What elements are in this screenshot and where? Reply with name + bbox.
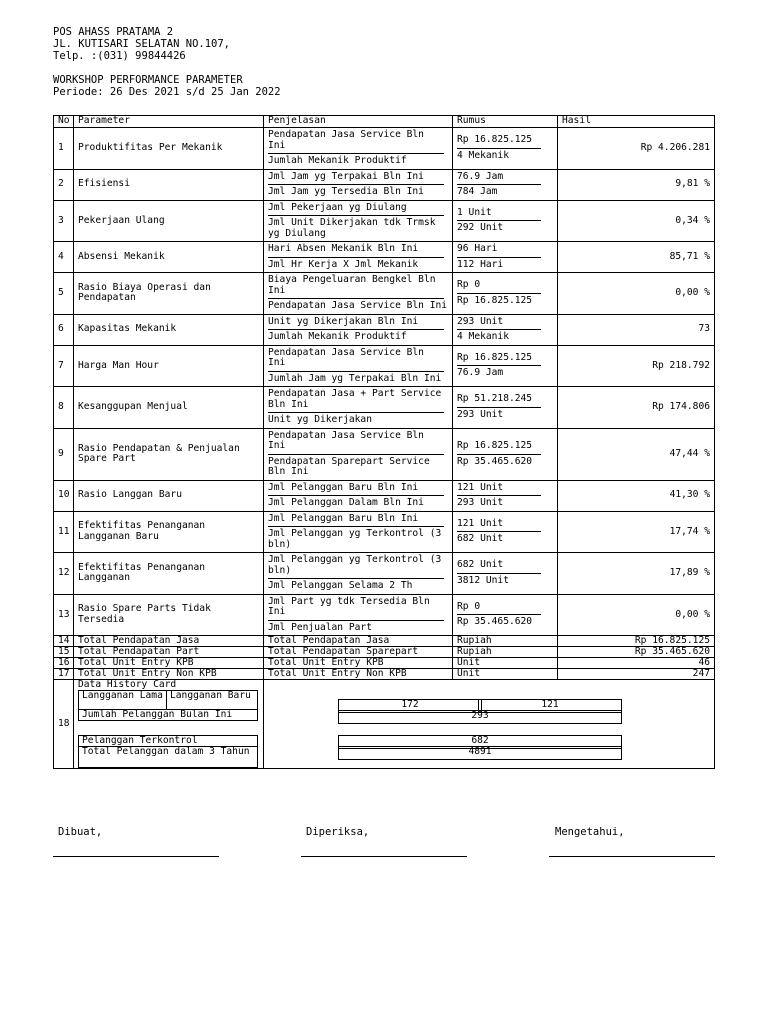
rumus-denominator: 682 Unit xyxy=(457,533,504,545)
row-penjelasan xyxy=(264,242,453,273)
rumus-denominator: 293 Unit xyxy=(457,497,504,508)
row-parameter: Produktifitas Per Mekanik xyxy=(74,128,264,170)
rumus-numerator: 293 Unit xyxy=(457,315,541,331)
col-header-parameter: Parameter xyxy=(74,116,264,128)
row-no: 13 xyxy=(54,594,74,636)
penjelasan-numerator: Pendapatan Jasa + Part Service Bln Ini xyxy=(268,387,444,413)
row-parameter: Rasio Biaya Operasi dan Pendapatan xyxy=(74,273,264,315)
rumus-numerator: 76.9 Jam xyxy=(457,170,541,186)
report-title: WORKSHOP PERFORMANCE PARAMETER xyxy=(53,74,243,86)
table-row xyxy=(54,242,715,273)
row-penjelasan xyxy=(264,511,453,553)
row-hasil: 73 xyxy=(558,314,715,345)
total-no: 17 xyxy=(54,669,74,680)
rumus-denominator: Rp 16.825.125 xyxy=(457,294,533,306)
total-penjelasan: Total Pendapatan Jasa xyxy=(264,636,453,647)
row-hasil: 47,44 % xyxy=(558,428,715,480)
row-penjelasan xyxy=(264,428,453,480)
col-header-no: No xyxy=(54,116,74,128)
row-rumus xyxy=(453,511,558,553)
total-rumus: Rupiah xyxy=(453,647,558,658)
row-parameter: Rasio Spare Parts Tidak Tersedia xyxy=(74,594,264,636)
history-baru-label: Langganan Baru xyxy=(166,690,258,710)
col-header-rumus: Rumus xyxy=(453,116,558,128)
history-values-cell xyxy=(264,680,715,769)
table-row xyxy=(54,428,715,480)
penjelasan-numerator: Pendapatan Jasa Service Bln Ini xyxy=(268,346,444,372)
total-parameter: Total Unit Entry Non KPB xyxy=(74,669,264,680)
total-parameter: Total Pendapatan Part xyxy=(74,647,264,658)
total-row xyxy=(54,669,715,680)
row-hasil: 41,30 % xyxy=(558,480,715,511)
penjelasan-numerator: Jml Jam yg Terpakai Bln Ini xyxy=(268,170,444,186)
row-penjelasan xyxy=(264,273,453,315)
penjelasan-denominator: Jumlah Mekanik Produktif xyxy=(268,331,407,342)
total-hasil: 46 xyxy=(558,658,715,669)
row-parameter: Pekerjaan Ulang xyxy=(74,200,264,242)
penjelasan-denominator: Jumlah Jam yg Terpakai Bln Ini xyxy=(268,372,442,384)
row-hasil: Rp 174.806 xyxy=(558,387,715,429)
total-parameter: Total Pendapatan Jasa xyxy=(74,636,264,647)
table-row xyxy=(54,169,715,200)
company-name: POS AHASS PRATAMA 2 xyxy=(53,26,174,38)
row-no: 2 xyxy=(54,169,74,200)
penjelasan-denominator: Jml Jam yg Tersedia Bln Ini xyxy=(268,186,424,197)
row-penjelasan xyxy=(264,169,453,200)
penjelasan-numerator: Jml Pekerjaan yg Diulang xyxy=(268,201,444,217)
penjelasan-denominator: Jumlah Mekanik Produktif xyxy=(268,155,407,166)
total-rumus: Unit xyxy=(453,658,558,669)
total-row xyxy=(54,647,715,658)
penjelasan-numerator: Jml Pelanggan yg Terkontrol (3 bln) xyxy=(268,553,444,579)
row-hasil: 0,00 % xyxy=(558,594,715,636)
row-no: 9 xyxy=(54,428,74,480)
history-no: 18 xyxy=(54,680,74,769)
total-penjelasan: Total Pendapatan Sparepart xyxy=(264,647,453,658)
row-no: 6 xyxy=(54,314,74,345)
history-jumlah-value: 293 xyxy=(338,710,622,724)
table-row xyxy=(54,128,715,170)
history-title: Data History Card xyxy=(78,679,177,690)
row-rumus xyxy=(453,480,558,511)
row-parameter: Rasio Langgan Baru xyxy=(74,480,264,511)
rumus-numerator: 682 Unit xyxy=(457,558,541,574)
penjelasan-numerator: Biaya Pengeluaran Bengkel Bln Ini xyxy=(268,273,444,299)
row-penjelasan xyxy=(264,387,453,429)
rumus-denominator: Rp 35.465.620 xyxy=(457,455,533,467)
row-penjelasan xyxy=(264,345,453,387)
rumus-numerator: 121 Unit xyxy=(457,517,541,533)
row-parameter: Efektifitas Penanganan Langganan xyxy=(74,553,264,595)
table-row xyxy=(54,594,715,636)
penjelasan-denominator: Jml Pelanggan Selama 2 Th xyxy=(268,580,413,591)
row-hasil: Rp 4.206.281 xyxy=(558,128,715,170)
table-row xyxy=(54,345,715,387)
row-penjelasan xyxy=(264,553,453,595)
rumus-denominator: 76.9 Jam xyxy=(457,367,504,379)
table-row xyxy=(54,314,715,345)
row-rumus xyxy=(453,169,558,200)
rumus-denominator: 293 Unit xyxy=(457,408,504,420)
penjelasan-numerator: Pendapatan Jasa Service Bln Ini xyxy=(268,128,444,154)
row-parameter: Efisiensi xyxy=(74,169,264,200)
penjelasan-denominator: Unit yg Dikerjakan xyxy=(268,414,372,425)
rumus-numerator: Rp 51.218.245 xyxy=(457,392,541,408)
rumus-numerator: Rp 16.825.125 xyxy=(457,133,541,149)
penjelasan-numerator: Jml Pelanggan Baru Bln Ini xyxy=(268,481,444,497)
row-hasil: 0,34 % xyxy=(558,200,715,242)
total-row xyxy=(54,636,715,647)
signature-line-dibuat xyxy=(53,856,219,857)
row-no: 8 xyxy=(54,387,74,429)
performance-table xyxy=(53,115,715,769)
rumus-denominator: Rp 35.465.620 xyxy=(457,616,533,628)
row-parameter: Efektifitas Penanganan Langganan Baru xyxy=(74,511,264,553)
row-penjelasan xyxy=(264,480,453,511)
history-lama-value: 172 xyxy=(338,699,482,713)
table-row xyxy=(54,480,715,511)
signature-dibuat: Dibuat, xyxy=(58,826,103,838)
rumus-denominator: 112 Hari xyxy=(457,258,504,270)
total-penjelasan: Total Unit Entry Non KPB xyxy=(264,669,453,680)
table-row xyxy=(54,387,715,429)
rumus-numerator: Rp 0 xyxy=(457,600,541,616)
signature-line-diperiksa xyxy=(301,856,467,857)
row-no: 5 xyxy=(54,273,74,315)
row-rumus xyxy=(453,273,558,315)
penjelasan-numerator: Jml Part yg tdk Tersedia Bln Ini xyxy=(268,595,444,621)
penjelasan-numerator: Jml Pelanggan Baru Bln Ini xyxy=(268,512,444,528)
signature-line-mengetahui xyxy=(549,856,715,857)
history-labels-cell xyxy=(74,680,264,769)
history-total-value: 4891 xyxy=(338,746,622,760)
rumus-numerator: 121 Unit xyxy=(457,481,541,497)
total-parameter: Total Unit Entry KPB xyxy=(74,658,264,669)
total-no: 16 xyxy=(54,658,74,669)
company-address: JL. KUTISARI SELATAN NO.107, xyxy=(53,38,231,50)
penjelasan-denominator: Jml Hr Kerja X Jml Mekanik xyxy=(268,258,419,270)
rumus-denominator: 3812 Unit xyxy=(457,574,509,586)
row-no: 11 xyxy=(54,511,74,553)
rumus-denominator: 4 Mekanik xyxy=(457,149,509,161)
table-row xyxy=(54,273,715,315)
rumus-denominator: 4 Mekanik xyxy=(457,331,509,342)
total-no: 14 xyxy=(54,636,74,647)
rumus-numerator: Rp 16.825.125 xyxy=(457,439,541,455)
penjelasan-numerator: Hari Absen Mekanik Bln Ini xyxy=(268,242,444,258)
history-terkontrol-label: Pelanggan Terkontrol xyxy=(78,735,258,747)
row-no: 3 xyxy=(54,200,74,242)
total-rumus: Unit xyxy=(453,669,558,680)
row-parameter: Kesanggupan Menjual xyxy=(74,387,264,429)
row-penjelasan xyxy=(264,314,453,345)
signature-diperiksa: Diperiksa, xyxy=(306,826,370,838)
row-rumus xyxy=(453,553,558,595)
row-hasil: Rp 218.792 xyxy=(558,345,715,387)
history-terkontrol-value: 682 xyxy=(338,735,622,749)
history-total-label: Total Pelanggan dalam 3 Tahun xyxy=(78,746,258,768)
total-hasil: Rp 16.825.125 xyxy=(558,636,715,647)
row-rumus xyxy=(453,314,558,345)
row-no: 12 xyxy=(54,553,74,595)
rumus-numerator: 1 Unit xyxy=(457,206,541,222)
history-lama-label: Langganan Lama xyxy=(78,690,167,710)
penjelasan-denominator: Jml Penjualan Part xyxy=(268,621,372,633)
row-parameter: Rasio Pendapatan & Penjualan Spare Part xyxy=(74,428,264,480)
row-rumus xyxy=(453,594,558,636)
row-penjelasan xyxy=(264,200,453,242)
history-row xyxy=(54,680,715,769)
penjelasan-numerator: Pendapatan Jasa Service Bln Ini xyxy=(268,429,444,455)
table-row xyxy=(54,511,715,553)
table-row xyxy=(54,553,715,595)
row-rumus xyxy=(453,128,558,170)
rumus-numerator: 96 Hari xyxy=(457,242,541,258)
row-parameter: Absensi Mekanik xyxy=(74,242,264,273)
row-no: 10 xyxy=(54,480,74,511)
table-header-row xyxy=(54,116,715,128)
row-no: 1 xyxy=(54,128,74,170)
row-rumus xyxy=(453,345,558,387)
total-rumus: Rupiah xyxy=(453,636,558,647)
penjelasan-denominator: Jml Pelanggan yg Terkontrol (3 bln) xyxy=(268,528,442,550)
company-phone: Telp. :(031) 99844426 xyxy=(53,50,186,62)
rumus-numerator: Rp 0 xyxy=(457,278,541,294)
row-penjelasan xyxy=(264,128,453,170)
report-period: Periode: 26 Des 2021 s/d 25 Jan 2022 xyxy=(53,86,281,98)
row-no: 7 xyxy=(54,345,74,387)
row-rumus xyxy=(453,428,558,480)
row-no: 4 xyxy=(54,242,74,273)
rumus-denominator: 292 Unit xyxy=(457,222,504,234)
total-hasil: 247 xyxy=(558,669,715,680)
col-header-hasil: Hasil xyxy=(558,116,715,128)
history-jumlah-label: Jumlah Pelanggan Bulan Ini xyxy=(78,709,258,721)
total-no: 15 xyxy=(54,647,74,658)
table-row xyxy=(54,200,715,242)
history-baru-value: 121 xyxy=(478,699,622,713)
row-rumus xyxy=(453,387,558,429)
row-rumus xyxy=(453,200,558,242)
row-hasil: 17,89 % xyxy=(558,553,715,595)
penjelasan-denominator: Pendapatan Jasa Service Bln Ini xyxy=(268,300,448,311)
row-parameter: Kapasitas Mekanik xyxy=(74,314,264,345)
rumus-numerator: Rp 16.825.125 xyxy=(457,351,541,367)
penjelasan-denominator: Jml Unit Dikerjakan tdk Trmsk yg Diulang xyxy=(268,217,436,239)
row-parameter: Harga Man Hour xyxy=(74,345,264,387)
row-hasil: 9,81 % xyxy=(558,169,715,200)
row-hasil: 85,71 % xyxy=(558,242,715,273)
row-hasil: 17,74 % xyxy=(558,511,715,553)
total-row xyxy=(54,658,715,669)
row-hasil: 0,00 % xyxy=(558,273,715,315)
signature-mengetahui: Mengetahui, xyxy=(555,826,625,838)
col-header-penjelasan: Penjelasan xyxy=(264,116,453,128)
rumus-denominator: 784 Jam xyxy=(457,186,498,197)
penjelasan-denominator: Pendapatan Sparepart Service Bln Ini xyxy=(268,455,430,477)
total-penjelasan: Total Unit Entry KPB xyxy=(264,658,453,669)
penjelasan-denominator: Jml Pelanggan Dalam Bln Ini xyxy=(268,497,424,508)
penjelasan-numerator: Unit yg Dikerjakan Bln Ini xyxy=(268,315,444,331)
row-rumus xyxy=(453,242,558,273)
row-penjelasan xyxy=(264,594,453,636)
total-hasil: Rp 35.465.620 xyxy=(558,647,715,658)
